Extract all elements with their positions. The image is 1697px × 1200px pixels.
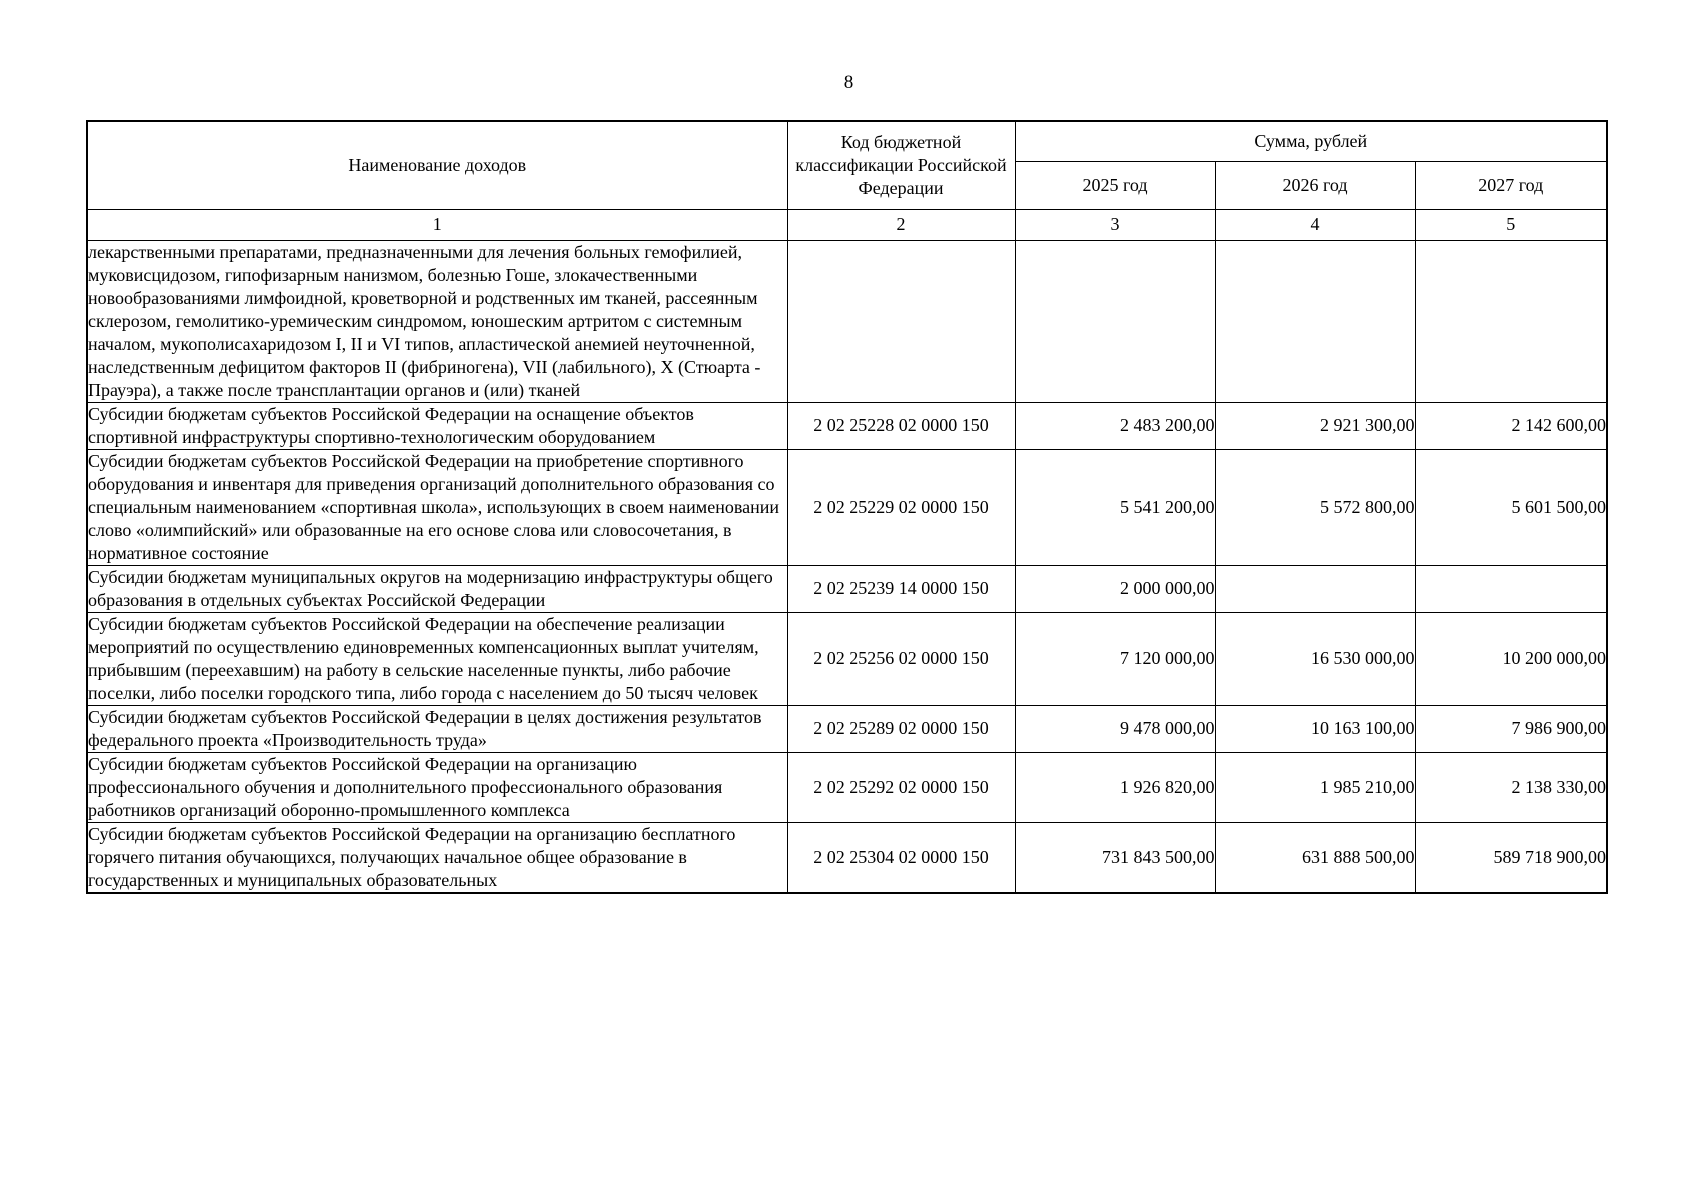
row-name: Субсидии бюджетам субъектов Российской Федерации на организацию профессионального обучения и дополнительного профессионального образования работников организаций оборонно-промышленного комплекса — [87, 752, 787, 822]
row-amount-2027: 7 986 900,00 — [1415, 705, 1607, 752]
row-amount-2025: 9 478 000,00 — [1015, 705, 1215, 752]
row-amount-2025: 2 000 000,00 — [1015, 565, 1215, 612]
col-number-5: 5 — [1415, 209, 1607, 240]
row-code: 2 02 25256 02 0000 150 — [787, 612, 1015, 705]
row-name: Субсидии бюджетам субъектов Российской Федерации в целях достижения результатов федерального проекта «Производительность труда» — [87, 705, 787, 752]
row-amount-2027: 5 601 500,00 — [1415, 449, 1607, 565]
row-amount-2027: 2 138 330,00 — [1415, 752, 1607, 822]
row-name: Субсидии бюджетам субъектов Российской Федерации на организацию бесплатного горячего питания обучающихся, получающих начальное общее образование в государственных и муниципальных образовательных — [87, 822, 787, 893]
row-amount-2025: 731 843 500,00 — [1015, 822, 1215, 893]
row-name: Субсидии бюджетам муниципальных округов на модернизацию инфраструктуры общего образования в отдельных субъектах Российской Федерации — [87, 565, 787, 612]
row-amount-2027 — [1415, 565, 1607, 612]
col-number-2: 2 — [787, 209, 1015, 240]
table-row — [87, 822, 1607, 893]
row-amount-2025: 1 926 820,00 — [1015, 752, 1215, 822]
row-name: лекарственными препаратами, предназначенными для лечения больных гемофилией, муковисцидозом, гипофизарным нанизмом, болезнью Гоше, злокачественными новообразованиями лимфоидной, кроветворной и родственных им тканей, рассеянным склерозом, гемолитико-уремическим синдромом, юношеским артритом с системным началом, мукополисахаридозом I, II и VI типов, апластической анемией неуточненной, наследственным дефицитом факторов II (фибриногена), VII (лабильного), X (Стюарта - Прауэра), а также после трансплантации органов и (или) тканей — [87, 240, 787, 402]
table-row — [87, 449, 1607, 565]
row-amount-2026: 2 921 300,00 — [1215, 402, 1415, 449]
table-row — [87, 752, 1607, 822]
row-amount-2026: 631 888 500,00 — [1215, 822, 1415, 893]
row-amount-2026: 16 530 000,00 — [1215, 612, 1415, 705]
header-name: Наименование доходов — [87, 121, 787, 209]
table-row — [87, 240, 1607, 402]
row-amount-2025: 2 483 200,00 — [1015, 402, 1215, 449]
col-number-3: 3 — [1015, 209, 1215, 240]
row-amount-2027: 10 200 000,00 — [1415, 612, 1607, 705]
row-code: 2 02 25229 02 0000 150 — [787, 449, 1015, 565]
header-year-2027: 2027 год — [1415, 161, 1607, 209]
row-name: Субсидии бюджетам субъектов Российской Федерации на оснащение объектов спортивной инфраструктуры спортивно-технологическим оборудованием — [87, 402, 787, 449]
header-code: Код бюджетной классификации Российской Федерации — [787, 121, 1015, 209]
row-amount-2025 — [1015, 240, 1215, 402]
row-amount-2026 — [1215, 565, 1415, 612]
row-code: 2 02 25239 14 0000 150 — [787, 565, 1015, 612]
header-year-2026: 2026 год — [1215, 161, 1415, 209]
row-amount-2025: 5 541 200,00 — [1015, 449, 1215, 565]
row-name: Субсидии бюджетам субъектов Российской Федерации на приобретение спортивного оборудования и инвентаря для приведения организаций дополнительного образования со специальным наименованием «спортивная школа», использующих в своем наименовании слово «олимпийский» или образованные на его основе слова или словосочетания, в нормативное состояние — [87, 449, 787, 565]
row-amount-2027: 589 718 900,00 — [1415, 822, 1607, 893]
revenue-table — [86, 120, 1608, 894]
row-code: 2 02 25289 02 0000 150 — [787, 705, 1015, 752]
row-code: 2 02 25228 02 0000 150 — [787, 402, 1015, 449]
col-number-1: 1 — [87, 209, 787, 240]
header-year-2025: 2025 год — [1015, 161, 1215, 209]
row-amount-2026 — [1215, 240, 1415, 402]
row-amount-2026: 1 985 210,00 — [1215, 752, 1415, 822]
row-amount-2026: 10 163 100,00 — [1215, 705, 1415, 752]
row-name: Субсидии бюджетам субъектов Российской Федерации на обеспечение реализации мероприятий по осуществлению единовременных компенсационных выплат учителям, прибывшим (переехавшим) на работу в сельские населенные пункты, либо рабочие поселки, либо поселки городского типа, либо города с населением до 50 тысяч человек — [87, 612, 787, 705]
table-row — [87, 402, 1607, 449]
table-row — [87, 612, 1607, 705]
row-amount-2026: 5 572 800,00 — [1215, 449, 1415, 565]
page-number: 8 — [843, 72, 854, 93]
row-code — [787, 240, 1015, 402]
row-code: 2 02 25304 02 0000 150 — [787, 822, 1015, 893]
row-code: 2 02 25292 02 0000 150 — [787, 752, 1015, 822]
header-sum: Сумма, рублей — [1015, 121, 1607, 161]
col-number-4: 4 — [1215, 209, 1415, 240]
table-row — [87, 565, 1607, 612]
row-amount-2025: 7 120 000,00 — [1015, 612, 1215, 705]
row-amount-2027: 2 142 600,00 — [1415, 402, 1607, 449]
table-row — [87, 705, 1607, 752]
row-amount-2027 — [1415, 240, 1607, 402]
